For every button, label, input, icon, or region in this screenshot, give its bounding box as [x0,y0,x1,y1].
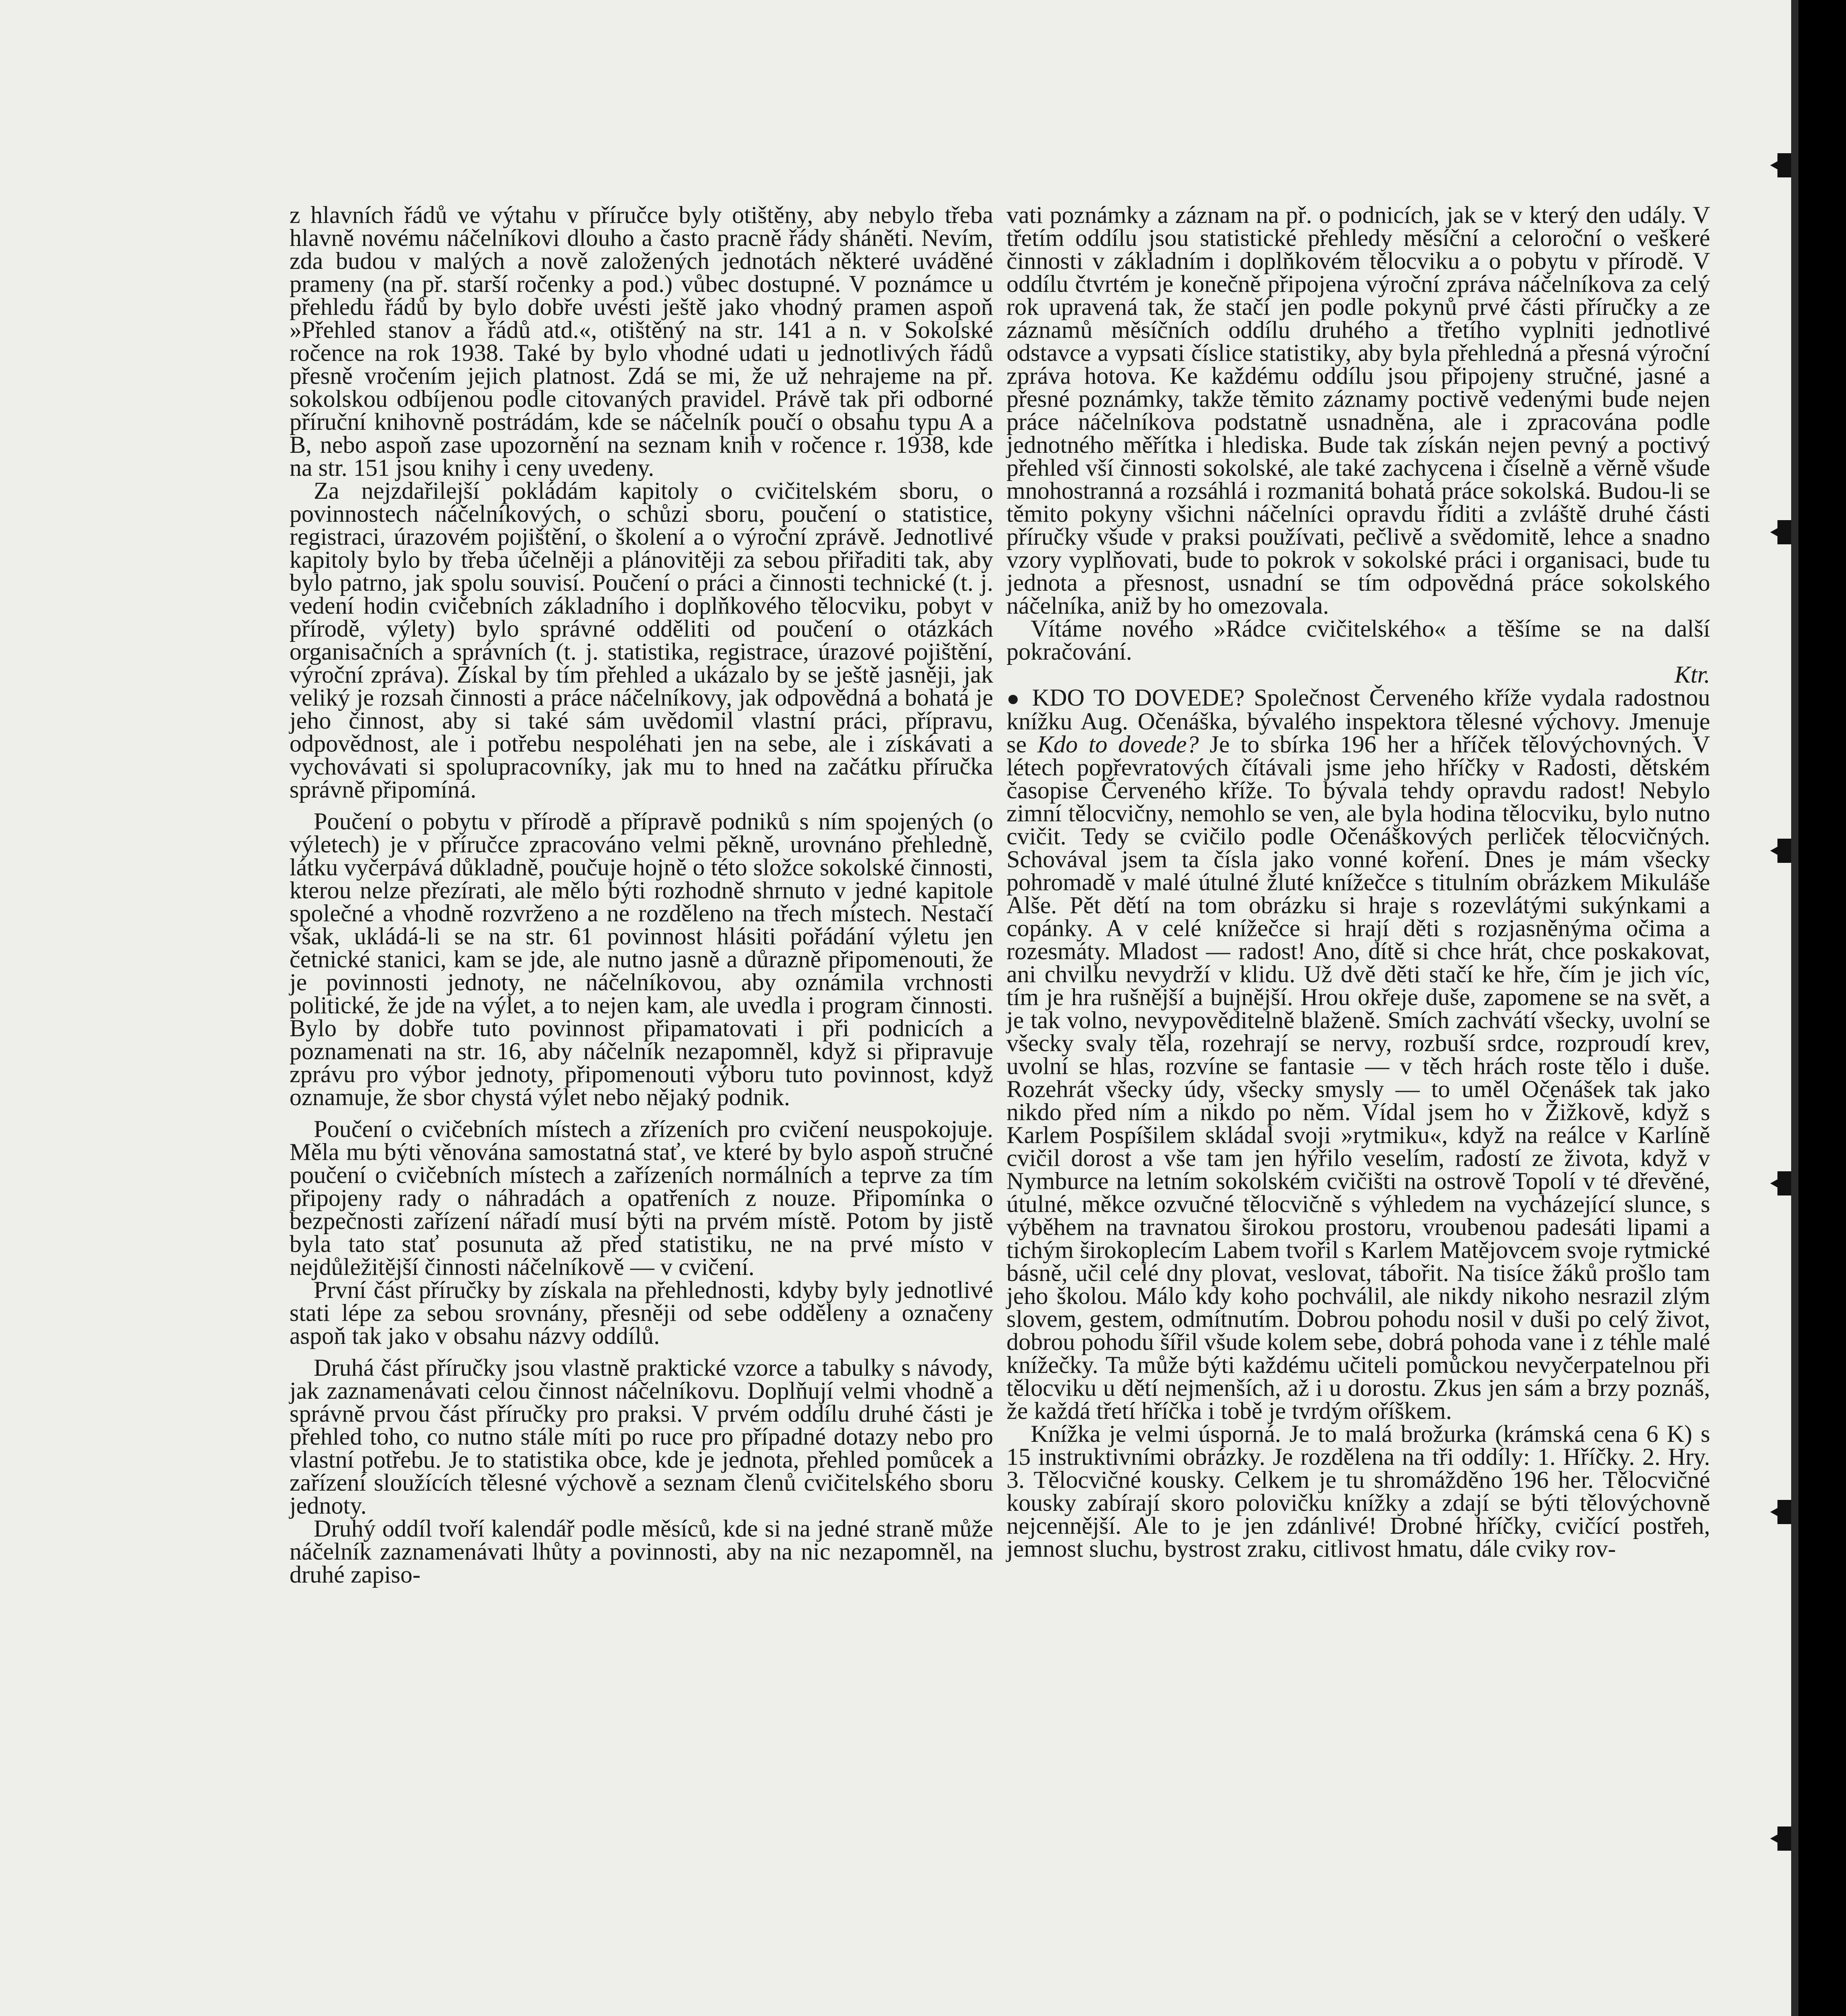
paragraph: Za nejzdařilejší pokládám kapitoly o cvičitelském sboru, o povinnostech náčelníkových, o schůzi sboru, poučení o statistice, registraci, úrazovém pojištění, o školení a o výroční zprávě. Jednotlivé kapitoly bylo by třeba účelněji a plánovitěji za sebou přiřaditi tak, aby bylo patrno, jak spolu souvisí. Poučení o práci a činnosti technické (t. j. vedení hodin cvičebních základního i doplňkového tělocviku, pobyt v přírodě, výlety) bylo správné odděliti od poučení o otázkách organisačních a správních (t. j. statistika, registrace, úrazové pojištění, výroční zpráva). Získal by tím přehled a ukázalo by se ještě jasněji, jak veliký je rozsah činnosti a práce náčelníkovy, jak odpovědná a bohatá je jeho činnost, aby si také sám uvědomil vlastní práci, přípravu, odpovědnost, ale i potřebu nespoléhati jen na sebe, ale i získávati a vychovávati si spolupracovníky, jak mu to hned na začátku příručka správně připomíná. [290,477,993,803]
left-column [290,204,993,1586]
paragraph: Druhá část příručky jsou vlastně praktické vzorce a tabulky s návody, jak zaznamenávati celou činnost náčelníkovu. Doplňují velmi vhodně a správně prvou část příručky pro praksi. V prvém oddílu druhé části je přehled toho, co nutno stále míti po ruce pro případné dotazy nebo pro vlastní potřebu. Je to statistika obce, kde je jednota, přehled pomůcek a zařízení sloužících tělesné výchově a seznam členů cvičitelského sboru jednoty. [290,1354,993,1519]
binding-tab [1777,1171,1791,1195]
binding-tab [1777,839,1791,863]
paragraph: z hlavních řádů ve výtahu v příručce byly otištěny, aby nebylo třeba hlavně novému náčelníkovi dlouho a často pracně řády sháněti. Nevím, zda budou v malých a nově založených jednotách některé uváděné prameny (na př. starší ročenky a pod.) vůbec dostupné. V poznámce u přehledu řádů by bylo dobře uvésti ještě jako vhodný pramen aspoň »Přehled stanov a řádů atd.«, otištěný na str. 141 a n. v Sokolské ročence na rok 1938. Také by bylo vhodné udati u jednotlivých řádů přesně vročením jejich platnost. Zdá se mi, že už nehrajeme na př. sokolskou odbíjenou podle citovaných pravidel. Právě tak při odborné příruční knihovně postrádám, kde se náčelník poučí o obsahu typu A a B, nebo aspoň zase upozornění na seznam knih v ročence r. 1938, kde na str. 151 jsou knihy i ceny uvedeny. [290,202,993,481]
author-signature: Ktr. [1674,661,1710,688]
paragraph: Vítáme nového »Rádce cvičitelského« a těšíme se na další pokračování. [1006,615,1710,665]
binding-tab [1777,1826,1791,1851]
binding-tab [1777,520,1791,544]
article-heading: KDO TO DOVEDE? [1032,684,1245,711]
paragraph: Druhý oddíl tvoří kalendář podle měsíců, kde si na jedné straně může náčelník zaznamenávati lhůty a povinnosti, aby na nic nezapomněl, na druhé zapiso- [290,1515,993,1588]
binding-tab [1777,1500,1791,1524]
right-column [1006,204,1710,1560]
paragraph: První část příručky by získala na přehlednosti, kdyby byly jednotlivé stati lépe za sebou srovnány, přesněji od sebe odděleny a označeny aspoň tak jako v obsahu názvy oddílů. [290,1277,993,1349]
book-title: Kdo to dovede? [1037,731,1199,758]
paragraph: Poučení o cvičebních místech a zřízeních pro cvičení neuspokojuje. Měla mu býti věnována samostatná stať, ve které by bylo aspoň stručné poučení o cvičebních místech a zařízeních normálních a teprve za tím připojeny rady o náhradách a opatřeních z nouze. Připomínka o bezpečnosti zařízení nářadí musí býti na prvém místě. Potom by jistě byla tato stať posunuta až před statistiku, ne na prvé místo v nejdůležitější činnosti náčelníkově — v cvičení. [290,1116,993,1280]
paragraph: Knížka je velmi úsporná. Je to malá brožurka (krámská cena 6 K) s 15 instruktivními obrázky. Je rozdělena na tři oddíly: 1. Hříčky. 2. Hry. 3. Tělocvičné kousky. Celkem je tu shromážděno 196 her. Tělocvičné kousky zabírají skoro polovičku knížky a zdají se býti tělovýchovně nejcennější. Ale to je jen zdánlivé! Drobné hříčky, cvičící postřeh, jemnost sluchu, bystrost zraku, citlivost hmatu, dále cviky rov- [1006,1420,1710,1562]
paragraph-text: Je to sbírka 196 her a hříček tělovýchovných. V létech popřevratových čítávali jsme jeho hříčky v Radosti, dětském časopise Červeného kříže. To bývala tehdy opravdu radost! Nebylo zimní tělocvičny, nemohlo se ven, ale byla hodina tělocviku, bylo nutno cvičit. Tedy se cvičilo podle Očenáškových perliček tělocvičných. Schovával jsem ta čísla jako vonné koření. Dnes je mám všecky pohromadě v malé útulné žluté knížečce s titulním obrázkem Mikuláše Alše. Pět dětí na tom obrázku si hraje s rozevlátými sukýnkami a copánky. A v celé knížečce si hrají děti s rozjasněnýma očima a rozesmáty. Mladost — radost! Ano, dítě si chce hrát, chce poskakovat, ani chvilku nevydrží v klidu. Už dvě děti stačí ke hře, čím je jich víc, tím je hra rušnější a bujnější. Hrou okřeje duše, zapomene se na svět, a je tak volno, nevypověditelně blaženě. Smích zachvátí všecky, uvolní se všecky svaly těla, rozehrají se nervy, rozbuší srdce, rozproudí krev, uvolní se hlas, rozvíne se fantasie — v těch hrách roste tělo i duše. Rozehrát všecky údy, všecky smysly — to uměl Očenášek tak jako nikdo před ním a nikdo po něm. Vídal jsem ho v Žižkově, když s Karlem Pospíšilem skládal svoji »rytmiku«, když na reálce v Karlíně cvičil dorost a vše tam jen hýřilo veselím, radostí ze života, když v Nymburce na letním sokolském cvičišti na ostrově Topolí v té dřevěné, útulné, měkce ozvučné tělocvičně s výhledem na vycházející slunce, s výběhem na travnatou širokou prostoru, vroubenou padesáti lipami a tichým širokoplecím Labem tvořil s Karlem Matějovcem svoje rytmické básně, učil celé dny plovat, veslovat, tábořit. Na tisíce žáků prošlo tam jeho školou. Málo kdy koho pochválil, ale nikdy nikoho nesrazil zlým slovem, gestem, odmítnutím. Dobrou pohodu nosil v duši po celý život, dobrou pohodu šířil všude kolem sebe, dobrá pohoda vane i z téhle malé knížečky. Ta může býti každému učiteli pomůckou nevyčerpatelnou při tělocviku u dětí nejmenších, až i u dorostu. Zkus jen sám a brzy poznáš, že každá třetí hříčka i tobě je tvrdým oříškem. [1006,731,1710,1424]
paragraph-text: Společnost Červeného kříže vydala radostnou knížku Aug. Očenáška, bývalého inspektora tělesné výchovy. Jmenuje se [1006,684,1711,758]
paragraph: vati poznámky a záznam na př. o podnicích, jak se v který den udály. V třetím oddílu jsou statistické přehledy měsíční a celoroční o veškeré činnosti v základním i doplňkovém tělocviku a o pobytu v přírodě. V oddílu čtvrtém je konečně připojena výroční zpráva náčelníkova za celý rok upravená tak, že stačí jen podle pokynů prvé části příručky a ze záznamů měsíčních oddílu druhého a třetího vyplniti jednotlivé odstavce a vypsati číslice statistiky, aby byla přehledná a přesná výroční zpráva hotova. Ke každému oddílu jsou připojeny stručné, jasné a přesné poznámky, takže těmito záznamy poctivě vedenými bude nejen práce náčelníkova podstatně usnadněna, ale i zpracována podle jednotného měřítka i hlediska. Bude tak získán nejen pevný a poctivý přehled vší činnosti sokolské, ale také zachycena i číselně a věrně všude mnohostranná a rozsáhlá i rozmanitá bohatá práce sokolská. Budou-li se těmito pokyny všichni náčelníci opravdu říditi a zvláště druhé části příručky všude v praksi používati, pečlivě a svědomitě, lehce a snadno vzory vyplňovati, bude to pokrok v sokolské práci i organisaci, bude tu jednota a přesnost, usnadní se tím odpovědná práce sokolského náčelníka, aniž by ho omezovala. [1006,202,1710,619]
paragraph: Poučení o pobytu v přírodě a přípravě podniků s ním spojených (o výletech) je v příručce zpracováno velmi pěkně, urovnáno přehledně, látku vyčerpává důkladně, poučuje hojně o této složce sokolské činnosti, kterou nelze přezírati, ale mělo býti rozhodně shrnuto v jedné kapitole společné a vhodně rozvrženo a ne rozděleno na třech místech. Nestačí však, ukládá-li se na str. 61 povinnost hlásiti pořádání výletu jen četnické stanici, kam se jde, ale nutno jasně a důrazně připomenouti, že je povinnosti jednoty, ne náčelníkovou, aby oznámila vrchnosti politické, že jde na výlet, a to nejen kam, ale uvedla i program činnosti. Bylo by dobře tuto povinnost připamatovati i při podnicích a poznamenati na str. 16, aby náčelník nezapomněl, když si připravuje zprávu pro výbor jednoty, připomenouti výboru tuto povinnost, když oznamuje, že sbor chystá výlet nebo nějaký podnik. [290,808,993,1110]
binding-tab [1777,153,1791,177]
article-paragraph [1006,686,1710,1422]
bullet-icon: ● [1006,686,1023,710]
